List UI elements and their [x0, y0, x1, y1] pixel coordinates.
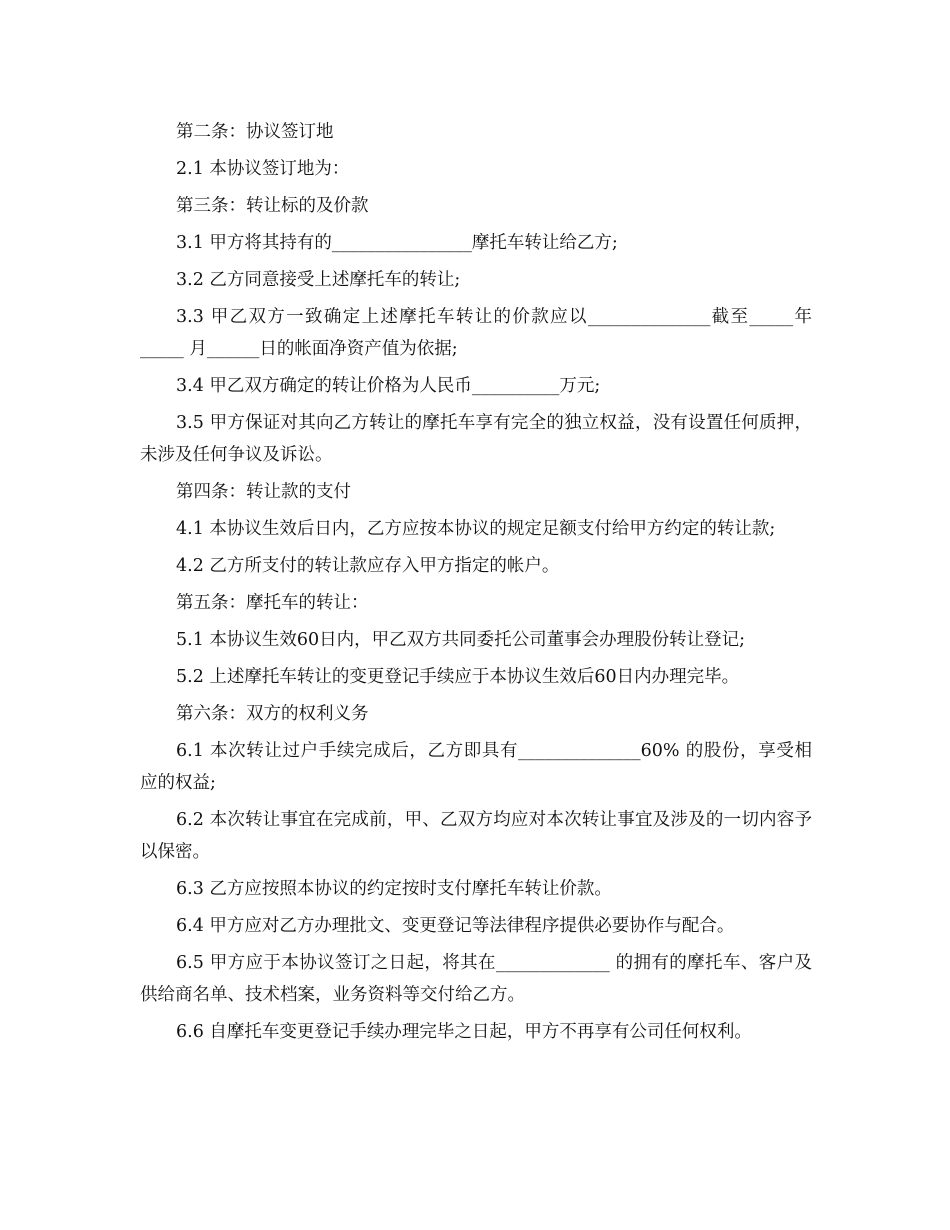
- clause-6-1: 6.1 本次转让过户手续完成后，乙方即具有______________60% 的股份，享受相应的权益;: [140, 741, 812, 793]
- clause-6-4: 6.4 甲方应对乙方办理批文、变更登记等法律程序提供必要协作与配合。: [176, 916, 735, 936]
- clause-6-2: 6.2 本次转让事宜在完成前，甲、乙双方均应对本次转让事宜及涉及的一切内容予以保密。: [140, 810, 812, 862]
- clause-5-1: 5.1 本协议生效60日内，甲乙双方共同委托公司董事会办理股份转让登记;: [176, 630, 746, 650]
- article-6-heading: 第六条：双方的权利义务: [176, 704, 369, 724]
- article-4-heading: 第四条：转让款的支付: [176, 482, 351, 502]
- clause-3-1: 3.1 甲方将其持有的________________摩托车转让给乙方;: [176, 233, 618, 253]
- clause-6-3: 6.3 乙方应按照本协议的约定按时支付摩托车转让价款。: [176, 879, 612, 899]
- clause-6-5: 6.5 甲方应于本协议签订之日起，将其在_____________ 的拥有的摩托车、客户及供给商名单、技术档案，业务资料等交付给乙方。: [140, 953, 812, 1005]
- clause-3-4: 3.4 甲乙双方确定的转让价格为人民币__________万元;: [176, 376, 601, 396]
- article-3-heading: 第三条：转让标的及价款: [176, 196, 369, 216]
- document-page: [140, 116, 812, 1053]
- article-5-heading: 第五条：摩托车的转让：: [176, 593, 369, 613]
- clause-4-2: 4.2 乙方所支付的转让款应存入甲方指定的帐户。: [176, 556, 560, 576]
- clause-2-1: 2.1 本协议签订地为：: [176, 159, 350, 179]
- clause-3-5: 3.5 甲方保证对其向乙方转让的摩托车享有完全的独立权益，没有设置任何质押，未涉及任何争议及诉讼。: [140, 413, 812, 465]
- clause-5-2: 5.2 上述摩托车转让的变更登记手续应于本协议生效后60日内办理完毕。: [176, 667, 740, 687]
- article-2-heading: 第二条：协议签订地: [176, 122, 334, 142]
- clause-3-3: 3.3 甲乙双方一致确定上述摩托车转让的价款应以______________截至_____年_____ 月______日的帐面净资产值为依据;: [140, 307, 812, 359]
- clause-6-6: 6.6 自摩托车变更登记手续办理完毕之日起，甲方不再享有公司任何权利。: [176, 1022, 752, 1042]
- clause-4-1: 4.1 本协议生效后日内，乙方应按本协议的规定足额支付给甲方约定的转让款;: [176, 519, 776, 539]
- clause-3-2: 3.2 乙方同意接受上述摩托车的转让;: [176, 270, 461, 290]
